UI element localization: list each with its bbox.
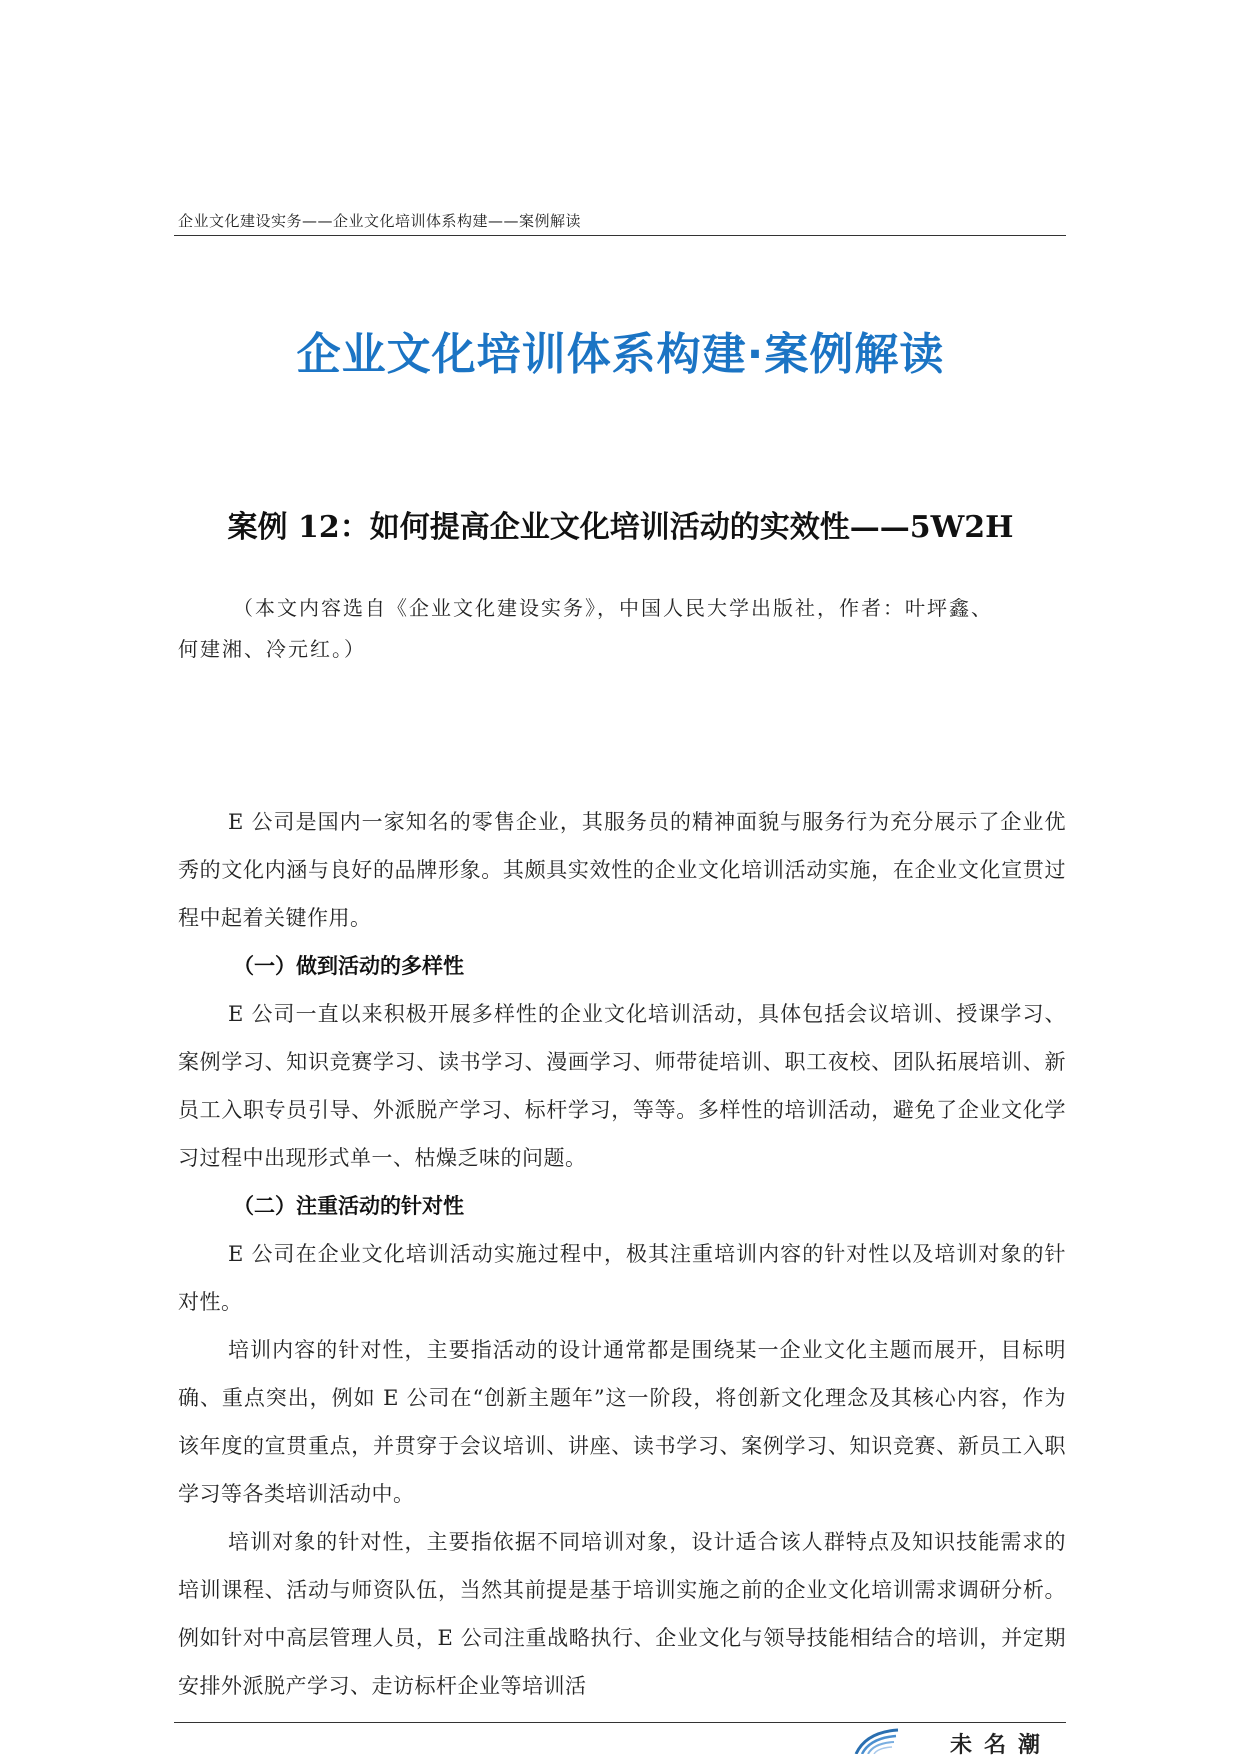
case-title: 案例 12：如何提高企业文化培训活动的实效性——5W2H bbox=[227, 510, 1014, 545]
footer-divider bbox=[174, 1722, 1066, 1723]
section-1-heading: （一）做到活动的多样性 bbox=[233, 954, 464, 978]
section-2-paragraph-3: 培训对象的针对性，主要指依据不同培训对象，设计适合该人群特点及知识技能需求的培训课程、活动与师资队伍，当然其前提是基于培训实施之前的企业文化培训需求调研分析。例如针对中高层管理人员，E 公司注重战略执行、企业文化与领导技能相结合的培训，并定期安排外派脱产学习、走访标杆企业等培训活 bbox=[178, 1530, 1066, 1698]
header-divider bbox=[174, 235, 1066, 236]
section-2-heading: （二）注重活动的针对性 bbox=[233, 1194, 464, 1218]
section-2-paragraph-2: 培训内容的针对性，主要指活动的设计通常都是围绕某一企业文化主题而展开，目标明确、重点突出，例如 E 公司在“创新主题年”这一阶段，将创新文化理念及其核心内容，作为该年度的宣贯重点，并贯穿于会议培训、讲座、读书学习、案例学习、知识竞赛、新员工入职学习等各类培训活动中。 bbox=[178, 1338, 1066, 1506]
article-body bbox=[178, 798, 1066, 1710]
section-2-paragraph-1: E 公司在企业文化培训活动实施过程中，极其注重培训内容的针对性以及培训对象的针对性。 bbox=[178, 1242, 1066, 1314]
globe-swoosh-icon bbox=[852, 1726, 902, 1754]
running-header: 企业文化建设实务——企业文化培训体系构建——案例解读 bbox=[178, 212, 582, 230]
intro-paragraph: E 公司是国内一家知名的零售企业，其服务员的精神面貌与服务行为充分展示了企业优秀的文化内涵与良好的品牌形象。其颇具实效性的企业文化培训活动实施，在企业文化宣贯过程中起着关键作用。 bbox=[178, 810, 1066, 930]
source-note-line-2: 何建湘、冷元红。） bbox=[178, 637, 366, 661]
main-title: 企业文化培训体系构建·案例解读 bbox=[296, 329, 945, 380]
footer-logo-text: 未名潮 bbox=[950, 1733, 1053, 1758]
source-note-line-1: （本文内容选自《企业文化建设实务》，中国人民大学出版社，作者：叶坪鑫、 bbox=[233, 596, 993, 620]
section-1-paragraph: E 公司一直以来积极开展多样性的企业文化培训活动，具体包括会议培训、授课学习、案例学习、知识竞赛学习、读书学习、漫画学习、师带徒培训、职工夜校、团队拓展培训、新员工入职专员引导、外派脱产学习、标杆学习，等等。多样性的培训活动，避免了企业文化学习过程中出现形式单一、枯燥乏味的问题。 bbox=[178, 1002, 1066, 1170]
source-note bbox=[178, 588, 1066, 670]
